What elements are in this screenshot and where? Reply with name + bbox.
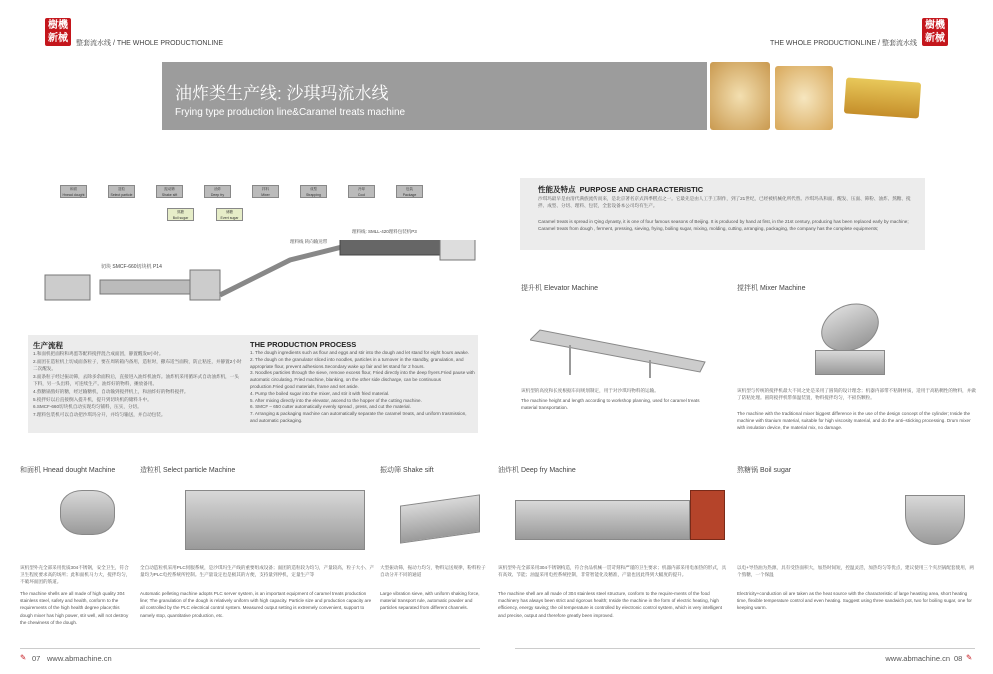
elevator-text-en: The machine height and length according to workshop planning, used for caramel treats material transportation. xyxy=(521,398,700,411)
flow-step: 振动筛 Shake sift xyxy=(156,185,183,198)
mixer-machine-base xyxy=(815,350,885,375)
footer-url-right[interactable]: www.abmachine.cn xyxy=(885,654,950,663)
mixer-text-cn: 该机型与传统的搅拌机最大不同之处是采用了圆筒的设计理念；机器内部带不粘钢材质，适用于高粘稠性的物料，并做了防粘处理。圆筒搅拌机带保温装置，物料搅拌均匀，不损伤颗粒。 xyxy=(737,388,976,401)
machine-text-en: The machine shell are all made of 304 stainless steel structure, conform to the require-ments of the food machinery has always been strict and rigorous health; Inside the machine in the form of electric heating, high efficiency, energy saving; the oil temperature is controlled by electronic control system, which is very intelligent and precise, output and therefore greatly been improved. xyxy=(498,591,723,618)
header-title-left: 整套流水线 / THE WHOLE PRODUCTIONLINE xyxy=(76,40,224,47)
elevator-label: 提升机 Elevator Machine xyxy=(521,285,599,292)
machine-text-cn: 以电+导热油为热源，具有受热面积大，加热时间短，控温灵活，加热均匀等优点，建议使用三个夹层锅配套使用，两个熬糖，一个保温 xyxy=(737,565,974,578)
flow-step: 造粒 Select particle xyxy=(108,185,135,198)
label-cutter: 切块 SMCF-660切块机 P14 xyxy=(101,264,162,270)
footer-url-left[interactable]: www.abmachine.cn xyxy=(47,654,112,663)
page-number-right: 08 xyxy=(954,654,963,663)
mixer-label: 搅拌机 Mixer Machine xyxy=(737,285,806,292)
flow-step: 拌料 Mixer xyxy=(252,185,279,198)
machine-text-en: The machine shells are all made of high quality 304 stainless steel, safety and health, conform to the requirements of the high health degree place;this dough mixer has high power, stir well, will not destroy the chewiness of the dough. xyxy=(20,591,129,625)
machine-text-cn: 大型振动筛，振动力均匀，物料运送规律，粉料粒子自动分开不同的通道 xyxy=(380,565,486,578)
machine-label: 造粒机 Select particle Machine xyxy=(140,467,236,474)
flow-step: 油炸 Deep fry xyxy=(204,185,231,198)
footer-divider xyxy=(515,648,975,649)
flow-step-sugar: 熬糖 Boil sugar xyxy=(167,208,194,221)
machine-label: 振动筛 Shake sift xyxy=(380,467,434,474)
deep-fry-cabinet-image xyxy=(690,490,725,540)
machine-text-en: Automatic pelleting machine adopts PLC server system, is an important equipment of caramel treats production line; The granulation of the dough is relatively uniform with high capacity. Particle size and production capacity are all controlled by the PLC electrical control system. Measured output setting is extremely convenient, support to namely stop, quantitative production, etc. xyxy=(140,591,372,618)
purpose-title: 性能及特点 PURPOSE AND CHARACTERISTIC xyxy=(538,185,704,194)
page-number-left: 07 xyxy=(32,654,41,663)
machine-label: 油炸机 Deep fry Machine xyxy=(498,467,576,474)
elevator-text-cn: 该机型的高度和长度根据车间规划制定，用于对沙琪玛物料的运输。 xyxy=(521,388,659,393)
machine-label: 和面机 Hnead dought Machine xyxy=(20,467,116,474)
production-line-illustration xyxy=(40,240,480,330)
page-title: 油炸类生产线: 沙琪玛流水线 xyxy=(175,84,389,103)
product-photo xyxy=(710,62,770,130)
flow-step-sugar: 储糖 Evert sugar xyxy=(216,208,243,221)
wrench-icon: ✎ xyxy=(20,653,27,662)
deep-fry-machine-image xyxy=(515,500,690,540)
page-subtitle: Frying type production line&Caramel treats machine xyxy=(175,107,406,118)
process-list-cn: 1.和面机把面粉和鸡蛋等配料搅拌混合成面团，静置醒发8小时。 2.面团在造粒机上切成面条粒子，要在周转箱内备用，造粒时，撒布适当面粉，防止粘连，并静置2小时二次醒发。 3.面条粒子经过振动筛，去除多余面粉后，直接进入油炸机油炸。油炸机采用循环式自动油炸机，一头下料，另一头出料，可连续生产。油炸好的物料，摊放备用。 4.熬糖锅熬好的糖，经过输糖机，自动输到搅拌机上，和油炸好的物料搅拌。 5.搅拌好以后直接倒入提升机，提升到切块机的储料斗中。 6.SMCF-660切块机自动实现均匀铺料，压实，分切。 7.理料包装机可以自动把沙琪玛分开，并均匀输送，并自动包装。 xyxy=(33,351,242,417)
flow-step: 冷却 Cool xyxy=(348,185,375,198)
machine-text-en: Electricity+conduction oil are taken as the heat source with the characteristic of large heasting area, short heating time, flexible temperature control and even heating. Suggest using three sandwich pot, two for boiling sugar, one for keeping warm. xyxy=(737,591,972,611)
flow-step: 包装 Package xyxy=(396,185,423,198)
packaged-product-photo xyxy=(844,77,921,118)
machine-text-cn: 该机型外壳全部采用优质304不锈钢，安全卫生，符合卫生程度要求高的场所；此和面机马力大，搅拌均匀，不破坏面团的筋道。 xyxy=(20,565,131,585)
label-packer: 理料线: SMLL-420理料包装机P3 xyxy=(352,229,417,234)
dough-mixer-image xyxy=(60,490,115,535)
footer-divider xyxy=(20,648,480,649)
purpose-text-cn: 沙琪玛最早是由清代满族流传而来，是北京著名京式四季糕点之一。它最先是由人工手工制作，到了21世纪，已经被机械化所代替。沙琪玛从和面、醒发、压面、筛粉、油炸、熬糖、搅拌、成型、分切、理料、包装，全套设备本公司均有生产。 xyxy=(538,196,911,209)
logo: 樹機 新械 xyxy=(922,18,948,46)
purpose-text-en: Caramel treats is spread in Qing dynasty, it is one of four famous seasons of Beijing. It is produced by hand at first, in the 21st century, producing has been replaced early by machine; Caramel treats from dough , ferment, pressing, sieving, frying, boiling sugar, mixing, molding, cutting, arranging, packaging, the company has the complete equipments; xyxy=(538,219,909,232)
header-title-right: THE WHOLE PRODUCTIONLINE / 整套流水线 xyxy=(769,40,917,47)
particle-machine-image xyxy=(185,490,365,550)
wrench-icon: ✎ xyxy=(966,653,973,662)
mixer-text-en: The machine with the traditional mixer biggest difference is the use of the design concept of the cylinder; Inside the machine with titanium material, suitable for high viscosity material, and do the anti–sticking processing. Drum mixer with insulation device, the material mix, no damage. xyxy=(737,411,971,431)
boil-sugar-pot-image xyxy=(905,495,965,545)
shake-sift-image xyxy=(400,494,480,543)
machine-text-cn: 全自动造粒机采用PLC伺服系统，是沙琪玛生产线的重要组成设备；面团的造粒较为均匀，产量较高，粒子大小、产量均为PLC电控系统所控制。生产量设定也是极其的方便，支持量到停机，定量生产等 xyxy=(140,565,375,578)
process-title-en: THE PRODUCTION PROCESS xyxy=(250,340,357,349)
machine-text-en: Large vibration sieve, with uniform shaking force, material transport rule, automatic powder and particles separated from different channels. xyxy=(380,591,480,611)
flow-step: 成型 Strapping xyxy=(300,185,327,198)
elevator-machine-image xyxy=(530,300,710,380)
product-photo xyxy=(775,66,833,130)
flow-step: 和面 Hnead dought xyxy=(60,185,87,198)
process-flow xyxy=(60,185,430,201)
machine-label: 熬糖锅 Boil sugar xyxy=(737,467,792,474)
process-title-cn: 生产流程 xyxy=(33,341,63,350)
label-conveyor: 理料线 转向输送带 xyxy=(290,239,328,244)
process-list-en: 1. The dough ingredients such as flour and eggs and stir into the dough and let stand for eight hours awake. 2. The dough on the granulator sliced into noodles, particles in a turnover in the standby, granulation, and appropriate flour, prevent adhesions.Secondary wake up fair and let stand for 2 hours. 3. Noodles particles through the sieve, remove excess flour, Fried directly into the deep fryers.Fried pause with automatic circulating. Fried machine, blanking, on the other side discharge, can be continuous production.Fried good materials, frame and set aside. 4. Pump the boiled sugar into the mixer, and stir it with fried material. 5. After mixing directly into the elevator, ascend to the hopper of the cutting machine. 6. SMCF – 650 cutter automatically evenly spread , press, and cut the material. 7. Arranging & packaging machine can automatically separate the caramel treats, and uniform trasmission, and automatic packaging. xyxy=(250,350,475,423)
logo: 樹機 新械 xyxy=(45,18,71,46)
machine-text-cn: 该机型外壳全部采用304不锈钢构造，符合食品机械一贯苛刻和严谨的卫生要求；机器内部采用电加热的形式，具有高效、节能；油温采用电控系统控制，非常智能化及精准，产量也因此得到大幅度的提升。 xyxy=(498,565,727,578)
